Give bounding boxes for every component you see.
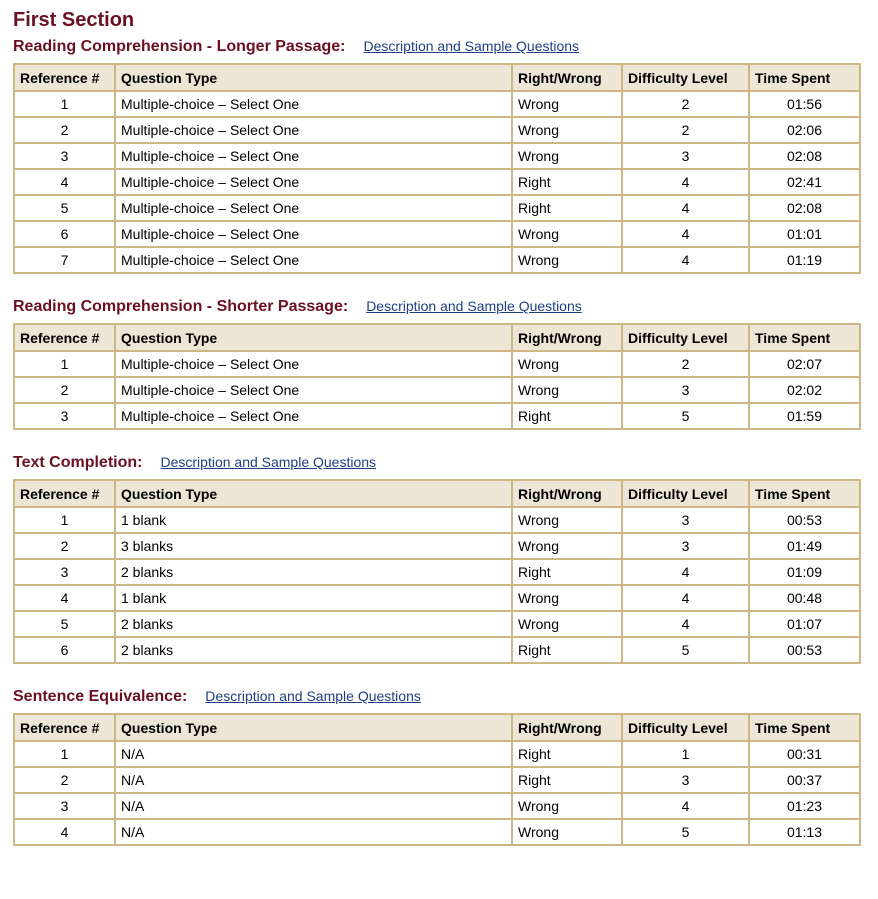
table-cell: 5 [622, 403, 749, 429]
table-cell: 01:01 [749, 221, 860, 247]
table-cell: 02:41 [749, 169, 860, 195]
table-header-row [14, 480, 860, 507]
table-row [14, 767, 860, 793]
table-row [14, 221, 860, 247]
table-row [14, 793, 860, 819]
table-cell: 01:19 [749, 247, 860, 273]
table-cell: 4 [622, 221, 749, 247]
table-cell: 1 [14, 507, 115, 533]
table-cell: 1 [14, 351, 115, 377]
column-header: Difficulty Level [622, 324, 749, 351]
table-cell: 4 [622, 559, 749, 585]
table-cell: 02:06 [749, 117, 860, 143]
table-cell: 3 [14, 403, 115, 429]
table-cell: Multiple-choice – Select One [115, 195, 512, 221]
table-cell: Multiple-choice – Select One [115, 403, 512, 429]
table-cell: 3 [14, 559, 115, 585]
table-cell: 00:48 [749, 585, 860, 611]
question-block [13, 38, 878, 274]
table-cell: 3 [622, 377, 749, 403]
table-cell: 01:13 [749, 819, 860, 845]
table-row [14, 91, 860, 117]
table-header-row [14, 714, 860, 741]
table-cell: 3 [622, 767, 749, 793]
table-cell: 3 [622, 533, 749, 559]
question-block [13, 454, 878, 664]
table-cell: 1 [622, 741, 749, 767]
table-row [14, 507, 860, 533]
table-cell: 7 [14, 247, 115, 273]
table-cell: 00:37 [749, 767, 860, 793]
column-header: Reference # [14, 324, 115, 351]
table-cell: 4 [622, 611, 749, 637]
table-cell: 4 [14, 819, 115, 845]
table-cell: Wrong [512, 585, 622, 611]
table-row [14, 403, 860, 429]
table-cell: 4 [622, 585, 749, 611]
table-cell: Multiple-choice – Select One [115, 377, 512, 403]
table-cell: Wrong [512, 247, 622, 273]
column-header: Right/Wrong [512, 714, 622, 741]
table-row [14, 637, 860, 663]
table-cell: 4 [622, 195, 749, 221]
table-cell: Wrong [512, 377, 622, 403]
table-cell: 3 blanks [115, 533, 512, 559]
table-row [14, 247, 860, 273]
block-header [13, 688, 878, 710]
table-cell: 3 [622, 507, 749, 533]
table-cell: N/A [115, 767, 512, 793]
column-header: Time Spent [749, 714, 860, 741]
column-header: Question Type [115, 64, 512, 91]
table-cell: Right [512, 767, 622, 793]
results-table [13, 713, 861, 846]
table-cell: Wrong [512, 143, 622, 169]
table-header-row [14, 64, 860, 91]
table-cell: 00:31 [749, 741, 860, 767]
column-header: Difficulty Level [622, 64, 749, 91]
table-cell: 1 blank [115, 585, 512, 611]
block-title: Sentence Equivalence: [13, 688, 188, 705]
table-cell: 01:09 [749, 559, 860, 585]
table-cell: N/A [115, 741, 512, 767]
column-header: Reference # [14, 480, 115, 507]
table-cell: 3 [14, 143, 115, 169]
table-row [14, 533, 860, 559]
table-row [14, 195, 860, 221]
table-cell: N/A [115, 819, 512, 845]
column-header: Difficulty Level [622, 480, 749, 507]
table-row [14, 377, 860, 403]
description-link[interactable]: Description and Sample Questions [366, 298, 582, 314]
table-cell: Wrong [512, 351, 622, 377]
table-cell: 00:53 [749, 637, 860, 663]
table-cell: Multiple-choice – Select One [115, 169, 512, 195]
block-title: Text Completion: [13, 454, 143, 471]
table-cell: Right [512, 403, 622, 429]
block-header [13, 38, 878, 60]
table-cell: 4 [14, 169, 115, 195]
table-cell: 2 blanks [115, 637, 512, 663]
table-cell: Multiple-choice – Select One [115, 143, 512, 169]
table-cell: 2 [14, 117, 115, 143]
column-header: Right/Wrong [512, 480, 622, 507]
column-header: Right/Wrong [512, 64, 622, 91]
table-cell: 2 blanks [115, 559, 512, 585]
column-header: Right/Wrong [512, 324, 622, 351]
table-cell: 2 blanks [115, 611, 512, 637]
table-cell: Wrong [512, 117, 622, 143]
table-cell: 5 [622, 819, 749, 845]
table-cell: Wrong [512, 793, 622, 819]
table-cell: 00:53 [749, 507, 860, 533]
table-row [14, 611, 860, 637]
column-header: Difficulty Level [622, 714, 749, 741]
column-header: Time Spent [749, 480, 860, 507]
results-table [13, 323, 861, 430]
column-header: Question Type [115, 480, 512, 507]
question-blocks [13, 38, 878, 846]
table-cell: Wrong [512, 91, 622, 117]
table-cell: 1 [14, 91, 115, 117]
table-cell: Wrong [512, 221, 622, 247]
table-cell: 2 [14, 767, 115, 793]
table-cell: 6 [14, 637, 115, 663]
table-cell: 01:23 [749, 793, 860, 819]
table-cell: Wrong [512, 611, 622, 637]
table-row [14, 143, 860, 169]
table-header-row [14, 324, 860, 351]
table-cell: Wrong [512, 819, 622, 845]
table-cell: 2 [622, 117, 749, 143]
table-cell: 4 [622, 793, 749, 819]
results-table [13, 479, 861, 664]
table-cell: 2 [14, 377, 115, 403]
table-cell: 6 [14, 221, 115, 247]
table-cell: 01:56 [749, 91, 860, 117]
table-cell: 3 [14, 793, 115, 819]
column-header: Reference # [14, 64, 115, 91]
table-cell: 5 [14, 195, 115, 221]
block-header [13, 454, 878, 476]
question-block [13, 688, 878, 846]
block-title: Reading Comprehension - Shorter Passage: [13, 298, 349, 315]
table-cell: Multiple-choice – Select One [115, 221, 512, 247]
table-cell: Wrong [512, 507, 622, 533]
table-cell: N/A [115, 793, 512, 819]
table-cell: 4 [622, 169, 749, 195]
table-cell: 2 [14, 533, 115, 559]
table-cell: 4 [14, 585, 115, 611]
description-link[interactable]: Description and Sample Questions [160, 454, 377, 470]
table-row [14, 169, 860, 195]
table-cell: Multiple-choice – Select One [115, 117, 512, 143]
table-cell: 02:02 [749, 377, 860, 403]
column-header: Time Spent [749, 324, 860, 351]
table-cell: Multiple-choice – Select One [115, 351, 512, 377]
column-header: Reference # [14, 714, 115, 741]
table-cell: 1 blank [115, 507, 512, 533]
table-cell: Wrong [512, 533, 622, 559]
table-row [14, 585, 860, 611]
table-cell: 3 [622, 143, 749, 169]
table-cell: 5 [14, 611, 115, 637]
description-link[interactable]: Description and Sample Questions [205, 688, 421, 704]
table-cell: 4 [622, 247, 749, 273]
table-cell: 01:07 [749, 611, 860, 637]
table-cell: Right [512, 169, 622, 195]
table-cell: 2 [622, 351, 749, 377]
table-row [14, 117, 860, 143]
table-cell: 02:07 [749, 351, 860, 377]
table-cell: 02:08 [749, 195, 860, 221]
results-table [13, 63, 861, 274]
table-cell: Right [512, 741, 622, 767]
table-cell: 01:49 [749, 533, 860, 559]
block-header [13, 298, 878, 320]
description-link[interactable]: Description and Sample Questions [363, 38, 580, 54]
section-title: First Section [13, 9, 135, 31]
table-cell: Multiple-choice – Select One [115, 247, 512, 273]
table-cell: 1 [14, 741, 115, 767]
table-row [14, 351, 860, 377]
table-cell: Right [512, 637, 622, 663]
table-cell: 02:08 [749, 143, 860, 169]
column-header: Time Spent [749, 64, 860, 91]
table-row [14, 819, 860, 845]
table-cell: Right [512, 559, 622, 585]
table-row [14, 741, 860, 767]
table-cell: 5 [622, 637, 749, 663]
table-cell: 2 [622, 91, 749, 117]
table-row [14, 559, 860, 585]
column-header: Question Type [115, 324, 512, 351]
block-title: Reading Comprehension - Longer Passage: [13, 38, 346, 55]
table-cell: Right [512, 195, 622, 221]
column-header: Question Type [115, 714, 512, 741]
table-cell: Multiple-choice – Select One [115, 91, 512, 117]
table-cell: 01:59 [749, 403, 860, 429]
question-block [13, 298, 878, 430]
